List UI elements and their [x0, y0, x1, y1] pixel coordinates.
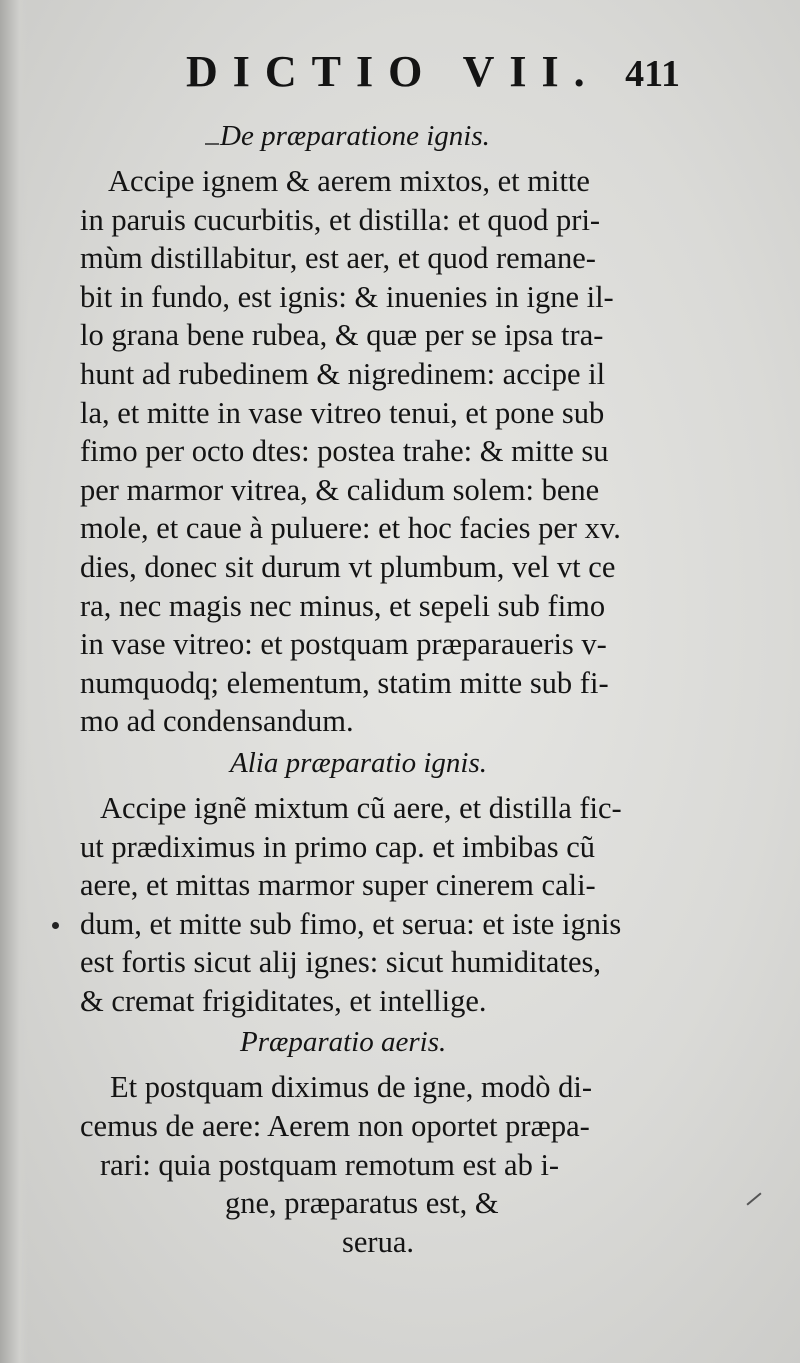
text-line: ut prædiximus in primo cap. et imbibas cũ	[80, 829, 596, 864]
text-line: la, et mitte in vase vitreo tenui, et pone sub	[80, 395, 605, 430]
section-heading: De præparatione ignis.	[220, 120, 490, 152]
text-line: bit in fundo, est ignis: & inuenies in igne il-	[80, 279, 614, 314]
text-line: hunt ad rubedinem & nigredinem: accipe il	[80, 356, 606, 391]
ink-speck	[52, 922, 59, 929]
text-line: & cremat frigiditates, et intellige.	[80, 983, 487, 1018]
text-line: cemus de aere: Aerem non oportet præpa-	[80, 1109, 590, 1144]
text-line: in vase vitreo: et postquam præparaueris v-	[80, 627, 607, 662]
text-line: Et postquam diximus de igne, modò di-	[110, 1070, 593, 1105]
text-line: Accipe ignẽ mixtum cũ aere, et distilla fic-	[100, 790, 622, 825]
text-line: per marmor vitrea, & calidum solem: bene	[80, 472, 600, 507]
ink-mark	[205, 143, 219, 145]
text-line: dum, et mitte sub fimo, et serua: et iste ignis	[80, 906, 622, 941]
text-line: mùm distillabitur, est aer, et quod remane-	[80, 241, 596, 276]
text-line: serua.	[342, 1224, 414, 1259]
text-line: rari: quia postquam remotum est ab i-	[100, 1147, 560, 1182]
text-line: est fortis sicut alij ignes: sicut humiditates,	[80, 945, 601, 980]
text-line: ra, nec magis nec minus, et sepeli sub fimo	[80, 588, 606, 623]
section-heading: Præparatio aeris.	[240, 1026, 447, 1059]
text-line: aere, et mittas marmor super cinerem cali-	[80, 868, 596, 903]
text-block	[80, 118, 690, 1261]
page-gutter-shadow	[0, 0, 28, 1363]
text-line: fimo per octo dtes: postea trahe: & mitte su	[80, 434, 609, 469]
text-line: Accipe ignem & aerem mixtos, et mitte	[108, 164, 590, 198]
text-line: mole, et caue à puluere: et hoc facies per xv.	[80, 511, 621, 546]
text-line: lo grana bene rubea, & quæ per se ipsa tra-	[80, 318, 604, 353]
text-line: gne, præparatus est, &	[225, 1186, 499, 1221]
text-line: mo ad condensandum.	[80, 704, 354, 739]
text-line: dies, donec sit durum vt plumbum, vel vt ce	[80, 549, 616, 584]
text-line: numquodq; elementum, statim mitte sub fi-	[80, 665, 609, 700]
page-number: 411	[625, 53, 680, 95]
section-heading: Alia præparatio ignis.	[230, 746, 488, 779]
running-title: DICTIO VII.	[186, 47, 600, 96]
ink-mark	[746, 1192, 761, 1205]
text-line: in paruis cucurbitis, et distilla: et quod pri-	[80, 202, 601, 237]
page-header	[180, 40, 700, 100]
